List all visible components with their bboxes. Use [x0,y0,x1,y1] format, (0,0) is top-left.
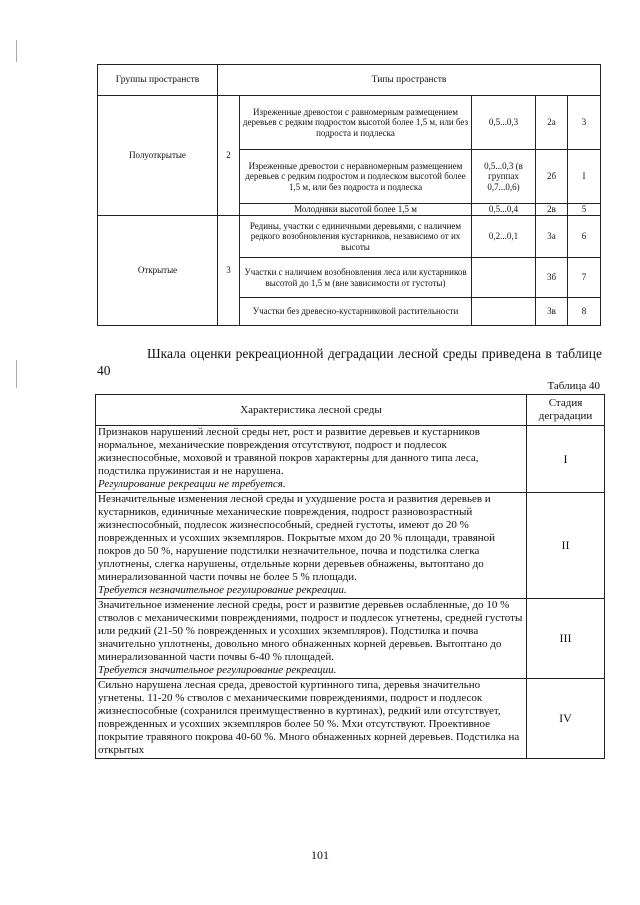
degradation-stage: III [527,599,605,679]
body-paragraph: Шкала оценки рекреационной деградации лесной среды приведена в таблице 40 [97,346,602,378]
stage-description [96,426,527,493]
header-characteristic: Характеристика лесной среды [96,395,527,426]
type-code: 3в [536,298,568,326]
density-value: 0,5...0,3 (в группах 0,7...0,6) [472,150,536,204]
type-description: Участки с наличием возобновления леса или кустарников высотой до 1,5 м (вне зависимости от густоты) [240,258,472,298]
type-number: 8 [568,298,601,326]
density-value: 0,2...0,1 [472,216,536,258]
stage-description [96,599,527,679]
stage-description [96,679,527,759]
scan-margin-mark [16,40,17,62]
type-description: Редины, участки с единичными деревьями, с наличием редкого возобновления кустарников, независимо от их высоты [240,216,472,258]
stage-description [96,493,527,599]
type-number: 5 [568,204,601,216]
degradation-scale-table [95,394,605,759]
type-number: 7 [568,258,601,298]
header-groups: Группы пространств [98,65,218,96]
page-number: 101 [311,848,329,862]
type-description: Участки без древесно-кустарниковой растительности [240,298,472,326]
table-row [96,599,605,679]
table-row [98,96,601,150]
type-code: 2в [536,204,568,216]
density-value [472,258,536,298]
table-row [96,679,605,759]
degradation-stage: IV [527,679,605,759]
type-code: 3а [536,216,568,258]
regulation-note: Требуется значительное регулирование рекреации. [98,664,337,676]
type-code: 2б [536,150,568,204]
table-header-row [96,395,605,426]
type-code: 2а [536,96,568,150]
group-number: 2 [218,96,240,216]
type-number: 3 [568,96,601,150]
scan-margin-mark [16,360,17,388]
density-value: 0,5...0,4 [472,204,536,216]
type-description: Молодняки высотой более 1,5 м [240,204,472,216]
table-row [98,216,601,258]
regulation-note: Требуется незначительное регулирование рекреации. [98,584,347,596]
table-header-row [98,65,601,96]
type-description: Изреженные древостои с равномерным размещением деревьев с редким подростом высотой более 1,5 м, или без подроста и подлеска [240,96,472,150]
table-row [96,426,605,493]
type-number: I [568,150,601,204]
density-value: 0,5...0,3 [472,96,536,150]
header-stage: Стадия деградации [527,395,605,426]
description-text: Признаков нарушений лесной среды нет, рост и развитие деревьев и кустарников нормальное, механические повреждения отсутствуют, подрост и подлесок жизнеспособные, моховой и травяной покров характерны для данного типа леса, подстилка пружинистая и не нарушена. [98,426,480,477]
description-text: Сильно нарушена лесная среда, древостой куртинного типа, деревья значительно угнетены. 11-20 % стволов с механическими повреждениями, подрост и подлесок жизнеспособные (сохранился преимущественно в куртинах), редкий или отсутствует, поврежденных и усохших экземпляров более 50 %. Мхи отсутствуют. Проективное покрытие травяного покрова 40-60 %. Много обнаженных корней деревьев. Подстилка на открытых [98,679,520,756]
header-types: Типы пространств [218,65,601,96]
description-text: Значительное изменение лесной среды, рост и развитие деревьев ослабленные, до 10 % стволов с механическими повреждениями, подрост и подлесок угнетены, средней густоты или редкий (21-50 % поврежденных и усохших экземпляров). Подстилка и почва значительно уплотнены, довольно много обнаженных корней деревьев. Вытоптано до минерализованной части почвы 6-40 % площадей. [98,599,523,663]
table-row [96,493,605,599]
type-code: 3б [536,258,568,298]
type-number: 6 [568,216,601,258]
group-name: Полуоткрытые [98,96,218,216]
degradation-stage: I [527,426,605,493]
description-text: Незначительные изменения лесной среды и ухудшение роста и развития деревьев и кустарников, единичные механические повреждения, подрост разновозрастный жизнеспособный, подлесок жизнеспособный, средней густоты, имеют до 20 % поврежденных и усохших экземпляров. Покрытые мхом до 20 % площади, травяной покров до 50 %, нарушение подстилки незначительное, почва и подстилка слегка уплотнены, слегка нарушены, отдельные корни деревьев обнажены, вытоптано до минерализованной части почвы не более 5 % площади. [98,493,496,583]
regulation-note: Регулирование рекреации не требуется. [98,478,286,490]
type-description: Изреженные древостои с неравномерным размещением деревьев с редким подростом и подлеском высотой более 1,5 м, или без подроста и подлеска [240,150,472,204]
group-number: 3 [218,216,240,326]
density-value [472,298,536,326]
table-caption: Таблица 40 [547,380,600,392]
space-types-table [97,64,601,326]
group-name: Открытые [98,216,218,326]
degradation-stage: II [527,493,605,599]
